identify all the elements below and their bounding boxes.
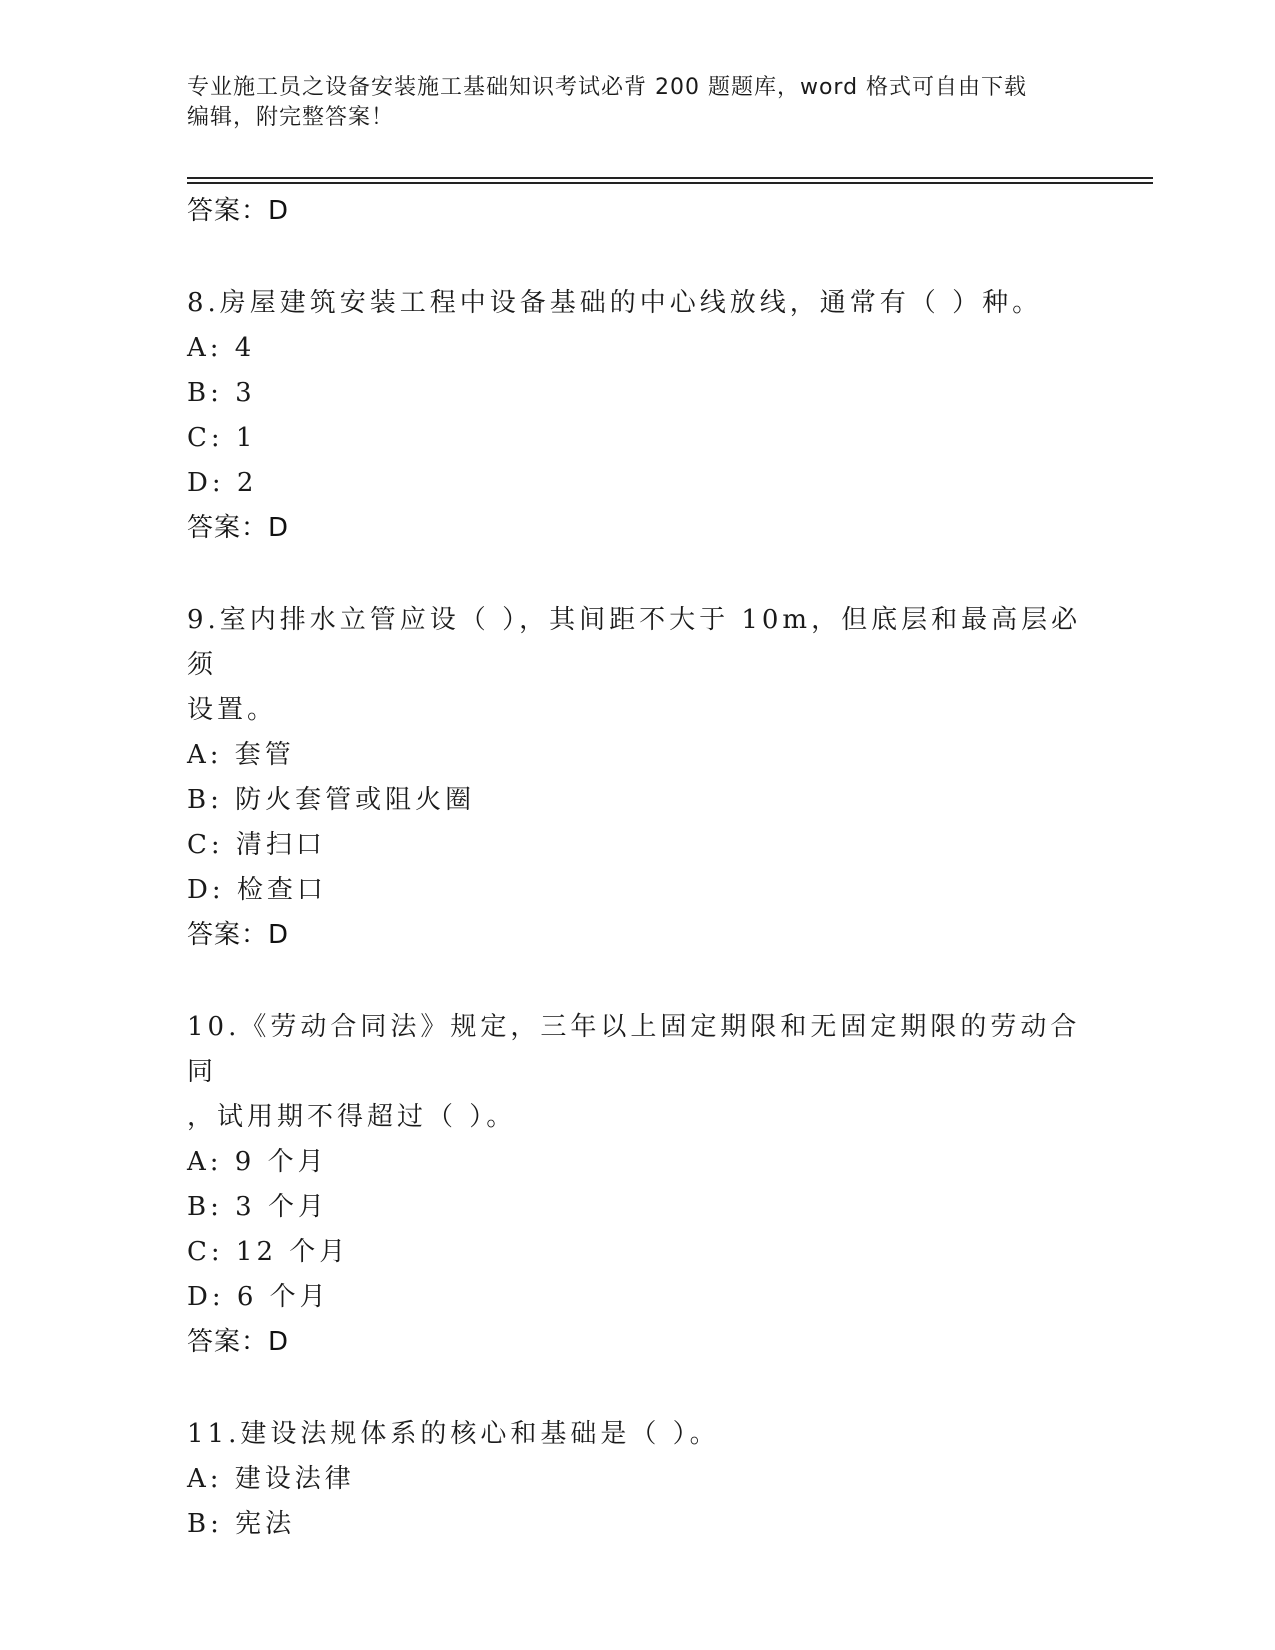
question-title-line-2: 设置。 (187, 695, 278, 725)
document-header (187, 73, 1067, 133)
header-rule-bottom (187, 182, 1153, 184)
option-a: A: 9 个月 (187, 1147, 328, 1177)
question-title: 8.房屋建筑安装工程中设备基础的中心线放线，通常有（ ）种。 (187, 288, 1043, 318)
question-answer: 答案：D (187, 920, 290, 950)
option-b: B: 防火套管或阻火圈 (187, 785, 476, 815)
question-title: 11.建设法规体系的核心和基础是（ ）。 (187, 1419, 720, 1449)
previous-answer: 答案：D (187, 196, 290, 226)
question-answer: 答案：D (187, 513, 290, 543)
option-c: C: 1 (187, 423, 257, 453)
option-b: B: 3 (187, 378, 256, 408)
header-line-2: 编辑，附完整答案！ (187, 105, 395, 130)
question-title-line-1: 10.《劳动合同法》规定，三年以上固定期限和无固定期限的劳动合同 (187, 1012, 1081, 1087)
header-line-1: 专业施工员之设备安装施工基础知识考试必背 200 题题库，word 格式可自由下载 (187, 75, 1028, 100)
question-title-line-1: 9.室内排水立管应设（ ），其间距不大于 10m，但底层和最高层必须 (187, 605, 1082, 680)
header-rule-top (187, 177, 1153, 179)
question-title-line-2: ，试用期不得超过（ ）。 (187, 1102, 517, 1132)
option-d: D: 2 (187, 468, 258, 498)
question-8 (187, 281, 1087, 551)
question-answer: 答案：D (187, 1327, 290, 1357)
question-9 (187, 598, 1087, 958)
option-b: B: 3 个月 (187, 1192, 328, 1222)
option-d: D: 6 个月 (187, 1282, 330, 1312)
option-a: A: 4 (187, 333, 256, 363)
option-b: B: 宪法 (187, 1509, 296, 1539)
question-11 (187, 1412, 1087, 1547)
option-d: D: 检查口 (187, 875, 327, 905)
document-body (187, 189, 1087, 1547)
option-a: A: 套管 (187, 740, 295, 770)
option-c: C: 12 个月 (187, 1237, 350, 1267)
question-10 (187, 1005, 1087, 1365)
option-a: A: 建设法律 (187, 1464, 355, 1494)
option-c: C: 清扫口 (187, 830, 326, 860)
